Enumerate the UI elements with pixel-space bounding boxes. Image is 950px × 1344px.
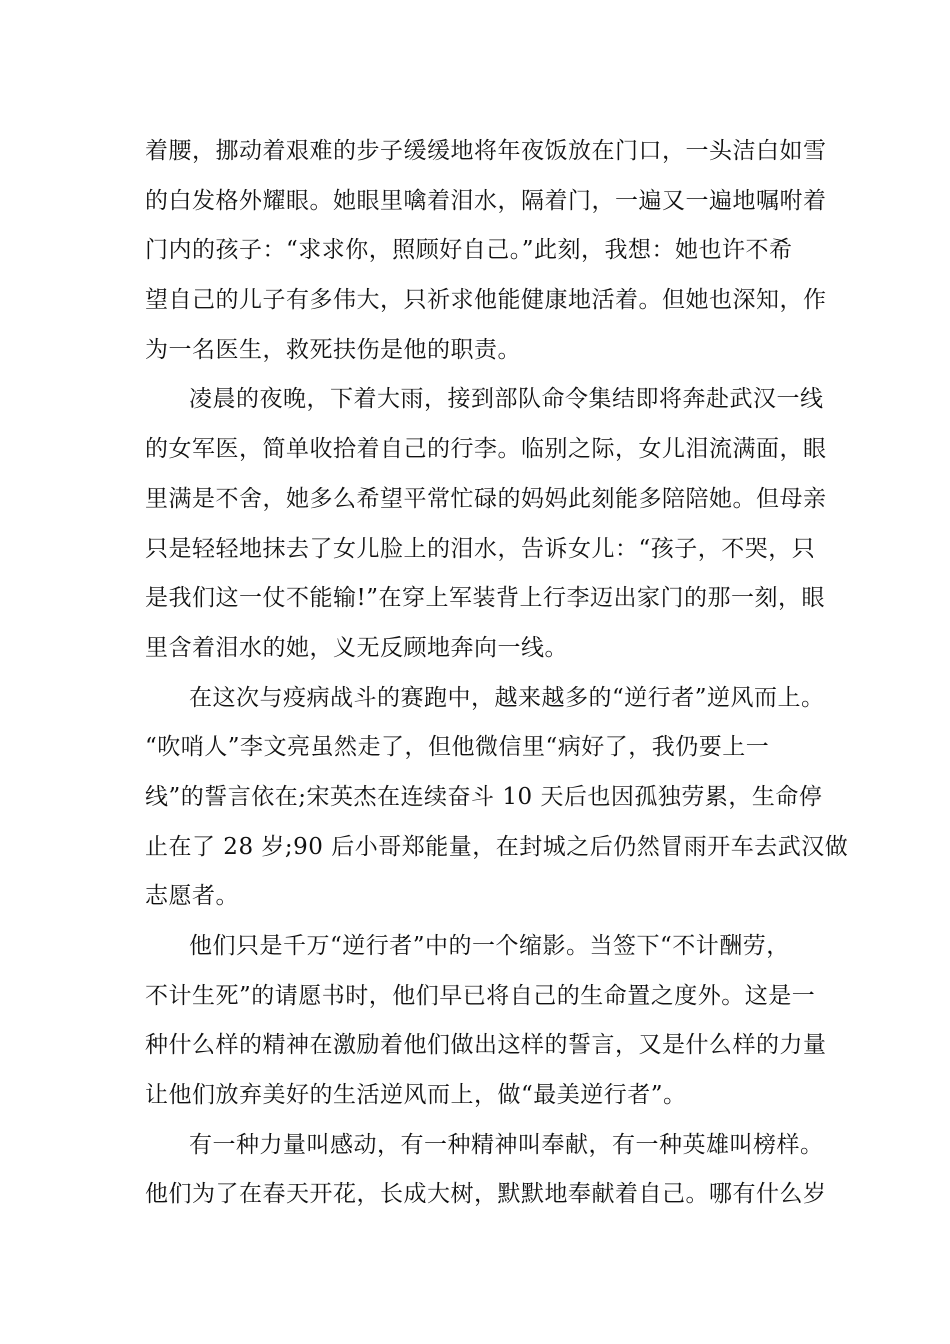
text-line: 只是轻轻地抹去了女儿脸上的泪水，告诉女儿：“孩子，不哭，只: [145, 535, 816, 562]
text-line: 门内的孩子：“求求你，照顾好自己。”此刻，我想：她也许不希: [145, 237, 793, 264]
text-line: 在这次与疫病战斗的赛跑中，越来越多的“逆行者”逆风而上。: [189, 684, 825, 711]
text-line: 里含着泪水的她，义无反顾地奔向一线。: [145, 634, 568, 661]
body-text: [145, 127, 849, 1220]
text-line: 里满是不舍，她多么希望平常忙碌的妈妈此刻能多陪陪她。但母亲: [145, 485, 827, 512]
text-line: 凌晨的夜晚，下着大雨，接到部队命令集结即将奔赴武汉一线: [189, 386, 824, 413]
text-line: 线”的誓言依在;宋英杰在连续奋斗 10 天后也因孤独劳累，生命停: [145, 783, 823, 810]
text-line: 志愿者。: [145, 883, 239, 910]
text-line: 望自己的儿子有多伟大，只祈求他能健康地活着。但她也深知，作: [145, 287, 827, 314]
text-line: 的白发格外耀眼。她眼里噙着泪水，隔着门，一遍又一遍地嘱咐着: [145, 187, 827, 214]
text-line: 他们为了在春天开花，长成大树，默默地奉献着自己。哪有什么岁: [145, 1181, 827, 1208]
text-line: 种什么样的精神在激励着他们做出这样的誓言，又是什么样的力量: [145, 1032, 827, 1059]
text-line: 的女军医，简单收拾着自己的行李。临别之际，女儿泪流满面，眼: [145, 436, 827, 463]
text-line: 止在了 28 岁;90 后小哥郑能量，在封城之后仍然冒雨开车去武汉做: [145, 833, 849, 860]
text-line: 让他们放弃美好的生活逆风而上，做“最美逆行者”。: [145, 1082, 687, 1109]
text-line: 他们只是千万“逆行者”中的一个缩影。当签下“不计酬劳，: [189, 933, 790, 959]
text-line: 是我们这一仗不能输!”在穿上军装背上行李迈出家门的那一刻，眼: [145, 585, 826, 612]
text-line: 有一种力量叫感动，有一种精神叫奉献，有一种英雄叫榜样。: [189, 1131, 824, 1158]
text-line: 着腰，挪动着艰难的步子缓缓地将年夜饭放在门口，一头洁白如雪: [145, 138, 827, 164]
text-line: 不计生死”的请愿书时，他们早已将自己的生命置之度外。这是一: [145, 982, 816, 1009]
text-line: “吹哨人”李文亮虽然走了，但他微信里“病好了，我仍要上一: [145, 734, 770, 761]
text-line: 为一名医生，救死扶伤是他的职责。: [145, 336, 521, 363]
